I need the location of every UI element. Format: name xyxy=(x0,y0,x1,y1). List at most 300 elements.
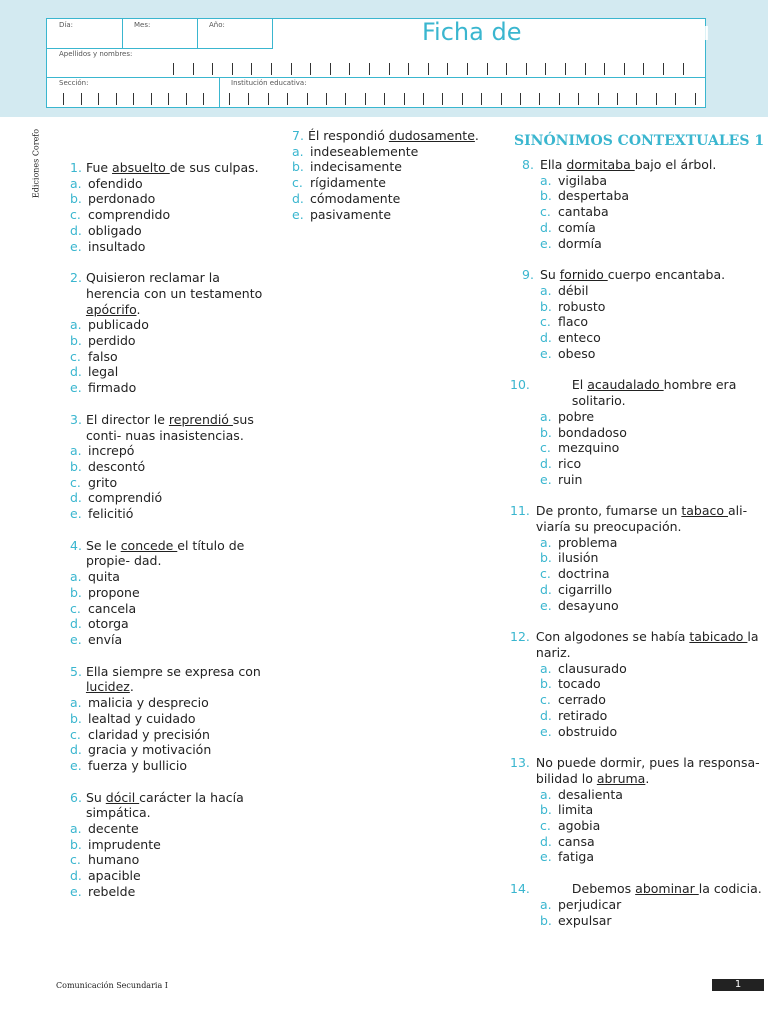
option-text: retirado xyxy=(558,707,608,723)
section-title: SINÓNIMOS CONTEXTUALES 1 xyxy=(514,133,765,149)
question-item xyxy=(510,377,766,487)
letter-box-divider xyxy=(501,93,502,105)
answer-option[interactable] xyxy=(540,550,766,566)
option-text: robusto xyxy=(558,298,606,314)
answer-option[interactable] xyxy=(70,711,270,727)
option-letter: d. xyxy=(540,833,552,849)
option-letter: a. xyxy=(540,408,552,424)
question-item xyxy=(70,790,270,900)
option-text: problema xyxy=(558,534,618,550)
letter-box-divider xyxy=(598,93,599,105)
option-text: cansa xyxy=(558,833,595,849)
question-stem xyxy=(70,790,270,821)
target-word: abruma xyxy=(596,770,646,786)
option-letter: b. xyxy=(70,333,82,349)
option-letter: e. xyxy=(70,757,82,773)
answer-option[interactable] xyxy=(540,818,766,834)
letter-box-divider xyxy=(604,63,605,75)
option-text: claridad y precisión xyxy=(88,726,210,742)
answer-option[interactable] xyxy=(70,884,270,900)
letter-box-divider xyxy=(526,63,527,75)
option-text: decente xyxy=(88,821,139,837)
question-item xyxy=(510,503,766,613)
letter-box-divider xyxy=(565,63,566,75)
answer-option[interactable] xyxy=(540,314,766,330)
institucion-letter-boxes xyxy=(229,93,699,105)
question-stem xyxy=(292,128,492,144)
question-number: 4. xyxy=(70,537,82,553)
answer-option[interactable] xyxy=(540,598,766,614)
letter-box-divider xyxy=(481,93,482,105)
option-text: mezquino xyxy=(558,440,620,456)
anio-label: Año: xyxy=(209,21,225,29)
footer-course: Comunicación Secundaria I xyxy=(56,981,168,990)
option-text: publicado xyxy=(88,317,149,333)
letter-box-divider xyxy=(116,93,117,105)
question-text-before: Su xyxy=(539,267,560,283)
option-text: fatiga xyxy=(558,849,595,865)
option-letter: d. xyxy=(540,707,552,723)
option-text: grito xyxy=(88,474,118,490)
letter-box-divider xyxy=(617,93,618,105)
answer-option[interactable] xyxy=(540,283,766,299)
question-text-before: Ella xyxy=(539,157,567,172)
answer-option[interactable] xyxy=(540,346,766,362)
option-letter: d. xyxy=(70,490,82,506)
letter-box-divider xyxy=(408,63,409,75)
option-text: rico xyxy=(558,455,582,471)
answer-option[interactable] xyxy=(540,849,766,865)
question-text xyxy=(86,412,270,443)
question-item xyxy=(510,755,766,865)
answer-option[interactable] xyxy=(70,364,270,380)
option-text: obligado xyxy=(88,222,142,238)
option-text: gracia y motivación xyxy=(88,742,212,758)
option-letter: c. xyxy=(70,852,81,868)
option-letter: a. xyxy=(70,175,82,191)
option-letter: e. xyxy=(70,631,82,647)
option-text: pobre xyxy=(558,408,595,424)
question-number: 1. xyxy=(70,160,82,175)
question-item xyxy=(70,160,270,254)
option-letter: c. xyxy=(540,204,551,220)
letter-box-divider xyxy=(326,93,327,105)
column-right xyxy=(510,157,766,944)
institucion-field[interactable] xyxy=(219,77,705,107)
answer-option[interactable] xyxy=(70,459,270,475)
question-text-after: . xyxy=(645,770,650,786)
letter-box-divider xyxy=(636,93,637,105)
question-text-after: bajo el árbol. xyxy=(634,157,717,172)
option-text: humano xyxy=(88,852,140,868)
letter-box-divider xyxy=(307,93,308,105)
question-number: 13. xyxy=(510,755,530,771)
question-stem xyxy=(510,377,766,409)
question-text-after: la nariz. xyxy=(535,629,759,660)
question-text-before: Se le xyxy=(85,537,121,553)
option-letter: a. xyxy=(540,786,552,802)
option-letter: d. xyxy=(292,190,304,206)
question-stem xyxy=(510,503,766,535)
option-text: limita xyxy=(558,802,594,818)
answer-option[interactable] xyxy=(292,191,492,207)
letter-box-divider xyxy=(539,93,540,105)
question-text-after: cuerpo encantaba. xyxy=(607,267,726,283)
answer-option[interactable] xyxy=(540,236,766,252)
answer-option[interactable] xyxy=(70,585,270,601)
answer-option[interactable] xyxy=(540,582,766,598)
letter-box-divider xyxy=(186,93,187,105)
answer-option[interactable] xyxy=(540,220,766,236)
answer-option[interactable] xyxy=(70,821,270,837)
answer-option[interactable] xyxy=(540,802,766,818)
question-stem xyxy=(70,412,270,443)
option-text: cigarrillo xyxy=(558,581,613,597)
letter-box-divider xyxy=(268,93,269,105)
answer-option[interactable] xyxy=(540,661,766,677)
answer-option[interactable] xyxy=(540,440,766,456)
answer-option[interactable] xyxy=(70,191,270,207)
answer-option[interactable] xyxy=(540,425,766,441)
question-stem xyxy=(70,538,270,569)
target-word: acaudalado xyxy=(587,377,664,393)
question-item xyxy=(522,267,766,361)
option-letter: c. xyxy=(540,692,551,708)
letter-box-divider xyxy=(559,93,560,105)
seccion-label: Sección: xyxy=(59,79,89,87)
option-letter: b. xyxy=(540,424,552,440)
letter-box-divider xyxy=(447,63,448,75)
answer-option[interactable] xyxy=(540,409,766,425)
question-text-after: ali- viaría su preocupación. xyxy=(535,503,748,535)
option-text: despertaba xyxy=(558,188,630,204)
institucion-label: Institución educativa: xyxy=(231,79,307,87)
answer-option[interactable] xyxy=(292,159,492,175)
question-number: 10. xyxy=(510,377,530,393)
answer-option[interactable] xyxy=(540,188,766,204)
option-letter: e. xyxy=(70,380,82,396)
letter-box-divider xyxy=(462,93,463,105)
option-text: expulsar xyxy=(558,912,612,928)
answer-option[interactable] xyxy=(70,758,270,774)
option-text: firmado xyxy=(88,380,137,396)
question-number: 11. xyxy=(510,503,530,519)
letter-box-divider xyxy=(467,63,468,75)
option-text: desayuno xyxy=(558,597,619,613)
option-letter: e. xyxy=(70,238,82,254)
question-item xyxy=(70,664,270,774)
target-word: reprendió xyxy=(168,411,233,427)
answer-option[interactable] xyxy=(540,535,766,551)
answer-option[interactable] xyxy=(292,144,492,160)
letter-box-divider xyxy=(193,63,194,75)
option-letter: c. xyxy=(70,600,81,616)
letter-box-divider xyxy=(428,63,429,75)
letter-box-divider xyxy=(423,93,424,105)
answer-option[interactable] xyxy=(70,852,270,868)
question-number: 8. xyxy=(522,157,534,172)
option-text: cancela xyxy=(88,600,137,616)
letter-box-divider xyxy=(232,63,233,75)
question-item xyxy=(510,881,766,928)
answer-option[interactable] xyxy=(540,676,766,692)
option-letter: a. xyxy=(540,660,552,676)
option-letter: a. xyxy=(70,695,82,711)
column-left xyxy=(70,160,270,916)
option-text: legal xyxy=(88,364,119,380)
option-text: rebelde xyxy=(88,883,136,899)
question-text xyxy=(308,128,492,144)
answer-option[interactable] xyxy=(70,727,270,743)
option-letter: e. xyxy=(70,506,82,522)
letter-box-divider xyxy=(345,93,346,105)
question-number: 7. xyxy=(292,128,304,143)
answer-option[interactable] xyxy=(70,223,270,239)
answer-option[interactable] xyxy=(540,330,766,346)
dia-label: Día: xyxy=(59,21,73,29)
question-stem xyxy=(70,160,270,176)
option-letter: d. xyxy=(70,868,82,884)
letter-box-divider xyxy=(369,63,370,75)
answer-option[interactable] xyxy=(70,601,270,617)
option-text: perdonado xyxy=(88,191,156,207)
option-letter: a. xyxy=(540,172,552,188)
question-text-after: . xyxy=(136,301,141,317)
answer-option[interactable] xyxy=(70,176,270,192)
option-letter: d. xyxy=(70,364,82,380)
option-letter: b. xyxy=(70,710,82,726)
target-word: absuelto xyxy=(112,160,170,175)
answer-option[interactable] xyxy=(70,380,270,396)
option-text: indeseablemente xyxy=(310,143,419,159)
answer-option[interactable] xyxy=(70,443,270,459)
answer-option[interactable] xyxy=(70,616,270,632)
question-stem xyxy=(510,881,766,897)
question-text-before: El xyxy=(571,377,588,393)
option-text: agobia xyxy=(558,818,601,834)
option-text: débil xyxy=(558,282,589,298)
option-letter: b. xyxy=(292,159,304,175)
question-item xyxy=(292,128,492,222)
ficha-subtitle: Razonamiento Verbal xyxy=(526,24,709,45)
option-text: doctrina xyxy=(558,566,610,582)
option-text: rígidamente xyxy=(310,175,386,191)
answer-option[interactable] xyxy=(70,239,270,255)
letter-box-divider xyxy=(287,93,288,105)
option-letter: b. xyxy=(540,188,552,204)
answer-option[interactable] xyxy=(540,566,766,582)
option-letter: a. xyxy=(70,569,82,585)
answer-option[interactable] xyxy=(70,506,270,522)
option-letter: d. xyxy=(70,222,82,238)
option-text: apacible xyxy=(88,868,141,884)
question-stem xyxy=(70,270,270,317)
question-text-after: . xyxy=(129,679,134,695)
question-number: 9. xyxy=(522,267,534,283)
answer-option[interactable] xyxy=(70,569,270,585)
question-text-before: De pronto, fumarse un xyxy=(535,503,682,519)
question-text xyxy=(86,790,270,821)
question-text-before: Ella siempre se expresa con xyxy=(85,663,261,679)
question-text xyxy=(536,503,766,534)
option-text: fuerza y bullicio xyxy=(88,757,187,773)
option-letter: b. xyxy=(540,298,552,314)
answer-option[interactable] xyxy=(540,204,766,220)
question-number: 2. xyxy=(70,270,82,286)
option-text: ruin xyxy=(558,471,583,487)
answer-option[interactable] xyxy=(70,632,270,648)
option-letter: b. xyxy=(70,191,82,207)
question-item xyxy=(70,412,270,522)
question-text-before: El director le xyxy=(85,411,169,427)
option-text: comprendió xyxy=(88,490,163,506)
letter-box-divider xyxy=(203,93,204,105)
answer-option[interactable] xyxy=(540,472,766,488)
seccion-field[interactable] xyxy=(47,77,220,107)
answer-option[interactable] xyxy=(540,724,766,740)
letter-box-divider xyxy=(384,93,385,105)
question-text-after: de sus culpas. xyxy=(169,160,259,175)
option-letter: b. xyxy=(540,676,552,692)
answer-option[interactable] xyxy=(70,837,270,853)
question-text-before: No puede dormir, pues la responsa- bilidad lo xyxy=(535,755,760,786)
question-text-before: Él respondió xyxy=(307,128,389,143)
option-text: enteco xyxy=(558,330,601,346)
question-text-before: Quisieron reclamar la herencia con un testamento xyxy=(85,270,263,301)
option-letter: e. xyxy=(540,723,552,739)
option-text: desalienta xyxy=(558,786,623,802)
option-text: descontó xyxy=(88,458,146,474)
option-letter: c. xyxy=(70,348,81,364)
answer-option[interactable] xyxy=(540,708,766,724)
option-text: falso xyxy=(88,348,118,364)
apellidos-field[interactable] xyxy=(47,48,705,78)
answer-option[interactable] xyxy=(70,349,270,365)
option-letter: a. xyxy=(70,821,82,837)
answer-option[interactable] xyxy=(70,207,270,223)
letter-box-divider xyxy=(63,93,64,105)
question-text xyxy=(540,267,766,283)
option-letter: e. xyxy=(540,235,552,251)
question-stem xyxy=(70,664,270,695)
question-text xyxy=(536,755,766,786)
question-text xyxy=(86,664,270,695)
option-text: perjudicar xyxy=(558,896,622,912)
mes-field[interactable] xyxy=(122,19,198,49)
answer-option[interactable] xyxy=(540,692,766,708)
letter-box-divider xyxy=(520,93,521,105)
option-text: cantaba xyxy=(558,204,609,220)
answer-option[interactable] xyxy=(292,175,492,191)
answer-option[interactable] xyxy=(540,834,766,850)
answer-option[interactable] xyxy=(70,475,270,491)
option-letter: b. xyxy=(70,836,82,852)
option-text: indecisamente xyxy=(310,159,402,175)
column-middle xyxy=(292,128,492,238)
answer-option[interactable] xyxy=(70,490,270,506)
letter-box-divider xyxy=(173,63,174,75)
answer-option[interactable] xyxy=(540,897,766,913)
question-number: 6. xyxy=(70,789,82,805)
letter-box-divider xyxy=(98,93,99,105)
letter-box-divider xyxy=(656,93,657,105)
letter-box-divider xyxy=(442,93,443,105)
answer-option[interactable] xyxy=(292,207,492,223)
mes-label: Mes: xyxy=(134,21,151,29)
answer-option[interactable] xyxy=(540,173,766,189)
apellidos-label: Apellidos y nombres: xyxy=(59,50,133,58)
answer-option[interactable] xyxy=(540,913,766,929)
apellidos-letter-boxes xyxy=(173,63,693,75)
answer-option[interactable] xyxy=(70,742,270,758)
answer-option[interactable] xyxy=(540,456,766,472)
header-band xyxy=(0,0,768,117)
question-text xyxy=(86,160,270,176)
letter-box-divider xyxy=(389,63,390,75)
answer-option[interactable] xyxy=(540,787,766,803)
letter-box-divider xyxy=(675,93,676,105)
option-letter: d. xyxy=(540,581,552,597)
option-text: ofendido xyxy=(88,175,143,191)
option-letter: d. xyxy=(540,219,552,235)
option-letter: e. xyxy=(540,345,552,361)
target-word: dudosamente xyxy=(388,128,475,143)
question-stem xyxy=(510,629,766,660)
side-label xyxy=(30,125,42,205)
option-letter: d. xyxy=(540,330,552,346)
question-text-after: carácter la hacía simpática. xyxy=(85,789,244,821)
answer-option[interactable] xyxy=(70,317,270,333)
option-text: ilusión xyxy=(558,550,599,566)
option-text: malicia y desprecio xyxy=(88,695,209,711)
answer-option[interactable] xyxy=(540,299,766,315)
answer-option[interactable] xyxy=(70,868,270,884)
option-text: obeso xyxy=(558,345,596,361)
letter-box-divider xyxy=(212,63,213,75)
option-letter: e. xyxy=(540,597,552,613)
option-text: increpó xyxy=(88,443,135,459)
option-letter: d. xyxy=(70,742,82,758)
question-text-after: hombre era solitario. xyxy=(571,377,737,409)
question-stem xyxy=(510,755,766,786)
seccion-letter-boxes xyxy=(63,93,213,105)
question-text-after: sus conti- nuas inasistencias. xyxy=(85,411,254,443)
question-number: 3. xyxy=(70,411,82,427)
dia-field[interactable] xyxy=(47,19,123,49)
option-text: otorga xyxy=(88,616,129,632)
target-word: fornido xyxy=(559,267,608,283)
letter-box-divider xyxy=(330,63,331,75)
option-letter: e. xyxy=(292,206,304,222)
question-item xyxy=(522,157,766,251)
letter-box-divider xyxy=(271,63,272,75)
answer-option[interactable] xyxy=(70,695,270,711)
option-text: imprudente xyxy=(88,836,161,852)
option-letter: b. xyxy=(540,912,552,928)
question-number: 12. xyxy=(510,629,530,645)
letter-box-divider xyxy=(251,63,252,75)
letter-box-divider xyxy=(487,63,488,75)
letter-box-divider xyxy=(585,63,586,75)
option-letter: c. xyxy=(292,175,303,191)
answer-option[interactable] xyxy=(70,333,270,349)
anio-field[interactable] xyxy=(197,19,273,49)
letter-box-divider xyxy=(506,63,507,75)
letter-box-divider xyxy=(291,63,292,75)
option-letter: b. xyxy=(540,802,552,818)
question-item xyxy=(70,538,270,648)
letter-box-divider xyxy=(151,93,152,105)
